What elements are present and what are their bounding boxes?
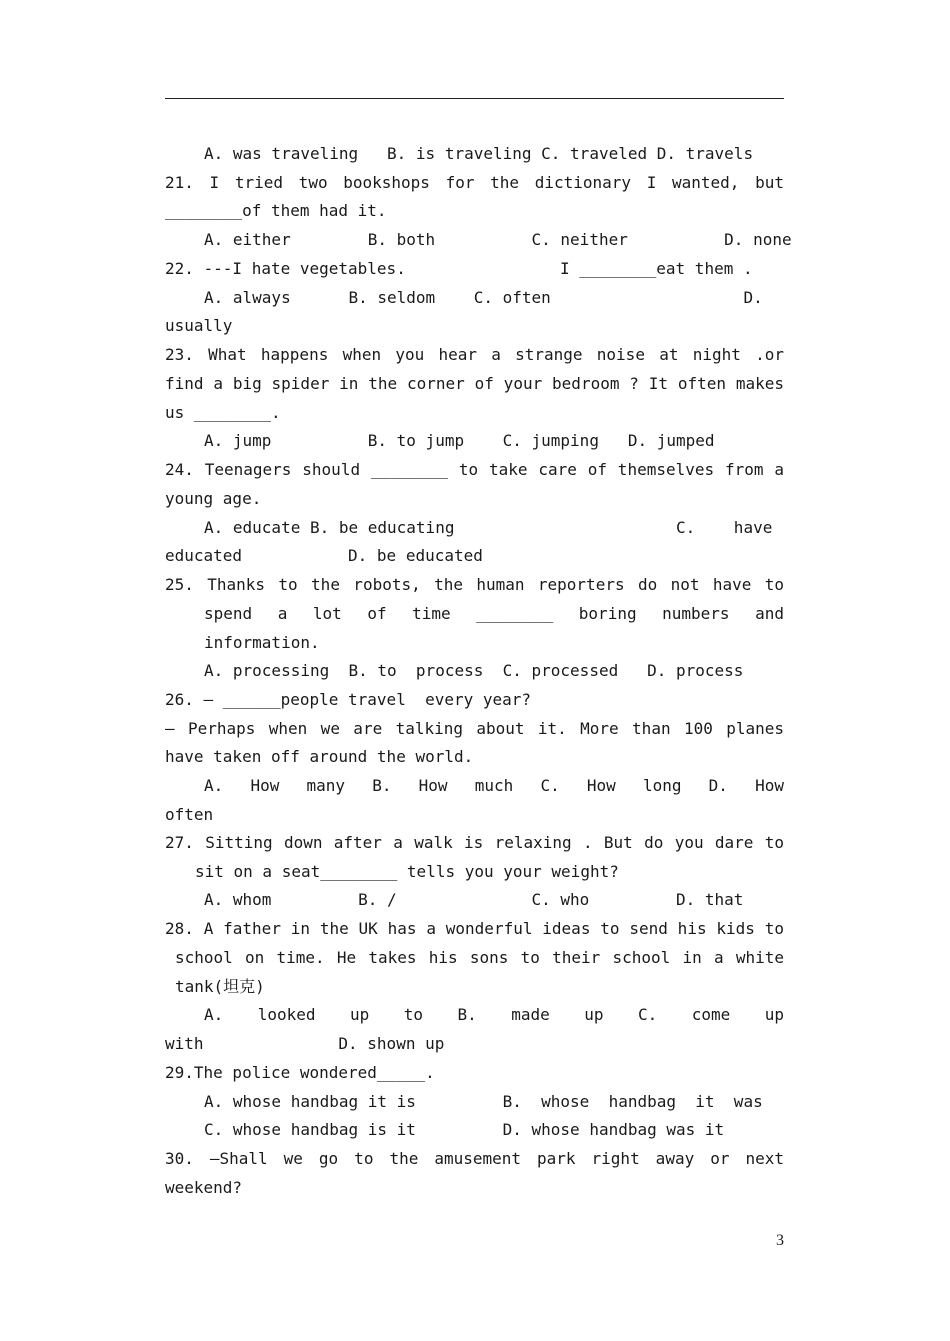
text-line: with D. shown up <box>165 1034 445 1053</box>
text-line: 22. ---I hate vegetables. I ________eat them . <box>165 259 753 278</box>
text-line: A. processing B. to process C. processed D. process <box>204 661 744 680</box>
header-rule <box>165 98 784 99</box>
text-line: A. either B. both C. neither D. none <box>204 230 792 249</box>
text-line: 28. A father in the UK has a wonderful ideas to send his kids to <box>165 919 784 938</box>
text-line: information. <box>204 633 320 652</box>
text-line: weekend? <box>165 1178 243 1197</box>
text-line: sit on a seat________ tells you your weight? <box>195 862 619 881</box>
text-line: usually <box>165 316 233 335</box>
text-line: have taken off around the world. <box>165 747 474 766</box>
text-line: 24. Teenagers should ________ to take care of themselves from a <box>165 460 784 479</box>
text-line: A. whom B. / C. who D. that <box>204 890 744 909</box>
text-line: A. educate B. be educating C. have <box>204 518 773 537</box>
text-line: 25. Thanks to the robots, the human reporters do not have to <box>165 575 784 594</box>
text-line: 23. What happens when you hear a strange noise at night .or <box>165 345 784 364</box>
text-line: — Perhaps when we are talking about it. More than 100 planes <box>165 719 784 738</box>
text-line: tank(坦克) <box>175 977 265 996</box>
text-line: A. was traveling B. is traveling C. traveled D. travels <box>204 144 754 163</box>
text-line: 27. Sitting down after a walk is relaxing . But do you dare to <box>165 833 784 852</box>
page-number: 3 <box>776 1232 784 1249</box>
text-line: A. How many B. How much C. How long D. How <box>204 776 784 795</box>
text-line: school on time. He takes his sons to their school in a white <box>175 948 784 967</box>
text-line: 29.The police wondered_____. <box>165 1063 435 1082</box>
text-line: find a big spider in the corner of your bedroom ? It often makes <box>165 374 784 393</box>
text-line: 21. I tried two bookshops for the dictionary I wanted, but <box>165 173 784 192</box>
text-line: C. whose handbag is it D. whose handbag was it <box>204 1120 725 1139</box>
text-line: often <box>165 805 214 824</box>
text-line: us ________. <box>165 403 281 422</box>
text-line: educated D. be educated <box>165 546 483 565</box>
text-line: A. whose handbag it is B. whose handbag it was <box>204 1092 763 1111</box>
text-line: young age. <box>165 489 262 508</box>
text-line: 26. — ______people travel every year? <box>165 690 532 709</box>
text-line: A. looked up to B. made up C. come up <box>204 1005 784 1024</box>
text-line: A. always B. seldom C. often D. <box>204 288 763 307</box>
text-line: 30. —Shall we go to the amusement park right away or next <box>165 1149 784 1168</box>
text-line: ________of them had it. <box>165 201 387 220</box>
text-line: spend a lot of time ________ boring numbers and <box>204 604 784 623</box>
text-line: A. jump B. to jump C. jumping D. jumped <box>204 431 715 450</box>
